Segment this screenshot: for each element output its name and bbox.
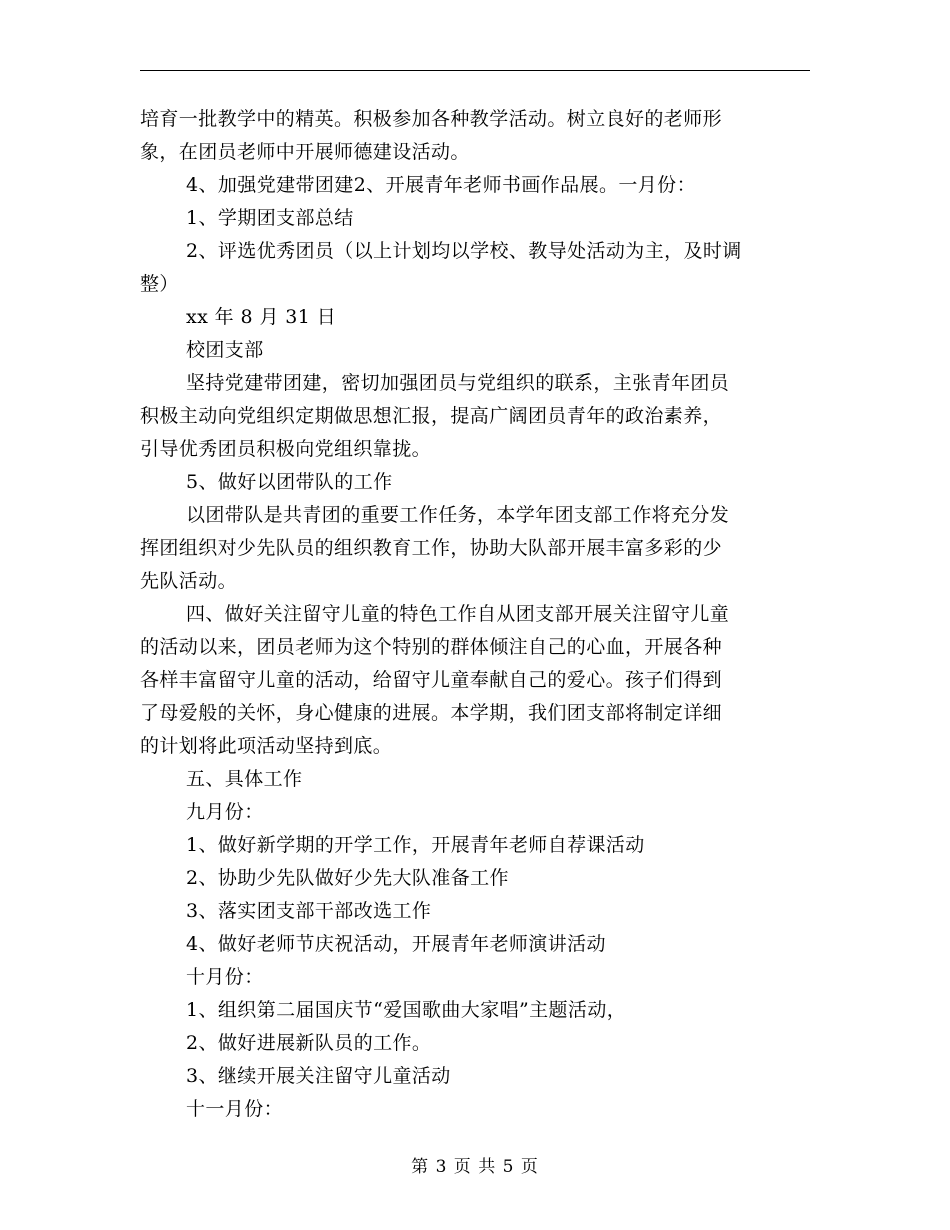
text-line: 2、评选优秀团员（以上计划均以学校、教导处活动为主，及时调 (186, 240, 742, 262)
text-line: 2、做好进展新队员的工作。 (186, 1032, 432, 1054)
text-line: 四、做好关注留守儿童的特色工作自从团支部开展关注留守儿童 (186, 603, 730, 625)
text-line: 1、做好新学期的开学工作，开展青年老师自荐课活动 (186, 834, 645, 856)
text-line: 了母爱般的关怀，身心健康的进展。本学期，我们团支部将制定详细 (140, 702, 723, 724)
text-line: 坚持党建带团建，密切加强团员与党组织的联系，主张青年团员 (186, 372, 730, 394)
text-line: 各样丰富留守儿童的活动，给留守儿童奉献自己的爱心。孩子们得到 (140, 669, 723, 691)
text-line: 3、落实团支部干部改选工作 (186, 900, 432, 922)
text-line: 3、继续开展关注留守儿童活动 (186, 1065, 451, 1087)
text-line: 整） (140, 273, 179, 295)
document-body (140, 103, 810, 1126)
text-line: 积极主动向党组织定期做思想汇报，提高广阔团员青年的政治素养， (140, 405, 723, 427)
text-line: 五、具体工作 (186, 768, 303, 790)
text-line: xx 年 8 月 31 日 (186, 306, 337, 328)
text-line: 4、加强党建带团建2、开展青年老师书画作品展。一月份： (186, 174, 696, 196)
text-line: 象，在团员老师中开展师德建设活动。 (140, 141, 470, 163)
header-rule (140, 70, 810, 71)
text-line: 十一月份： (186, 1098, 284, 1120)
text-line: 以团带队是共青团的重要工作任务，本学年团支部工作将充分发 (186, 504, 730, 526)
text-line: 先队活动。 (140, 570, 238, 592)
text-line: 挥团组织对少先队员的组织教育工作，协助大队部开展丰富多彩的少 (140, 537, 723, 559)
text-line: 的计划将此项活动坚持到底。 (140, 735, 393, 757)
text-line: 九月份： (186, 801, 264, 823)
text-line: 2、协助少先队做好少先大队准备工作 (186, 867, 509, 889)
page-number-footer: 第 3 页 共 5 页 (411, 1157, 539, 1177)
text-line: 1、学期团支部总结 (186, 207, 354, 229)
text-line: 的活动以来，团员老师为这个特别的群体倾注自己的心血，开展各种 (140, 636, 723, 658)
text-line: 培育一批教学中的精英。积极参加各种教学活动。树立良好的老师形 (140, 108, 723, 130)
text-line: 引导优秀团员积极向党组织靠拢。 (140, 438, 432, 460)
text-line: 1、组织第二届国庆节“爱国歌曲大家唱”主题活动， (186, 999, 627, 1021)
text-line: 5、做好以团带队的工作 (186, 471, 393, 493)
text-line: 十月份： (186, 966, 264, 988)
text-line: 校团支部 (186, 339, 264, 361)
text-line: 4、做好老师节庆祝活动，开展青年老师演讲活动 (186, 933, 606, 955)
